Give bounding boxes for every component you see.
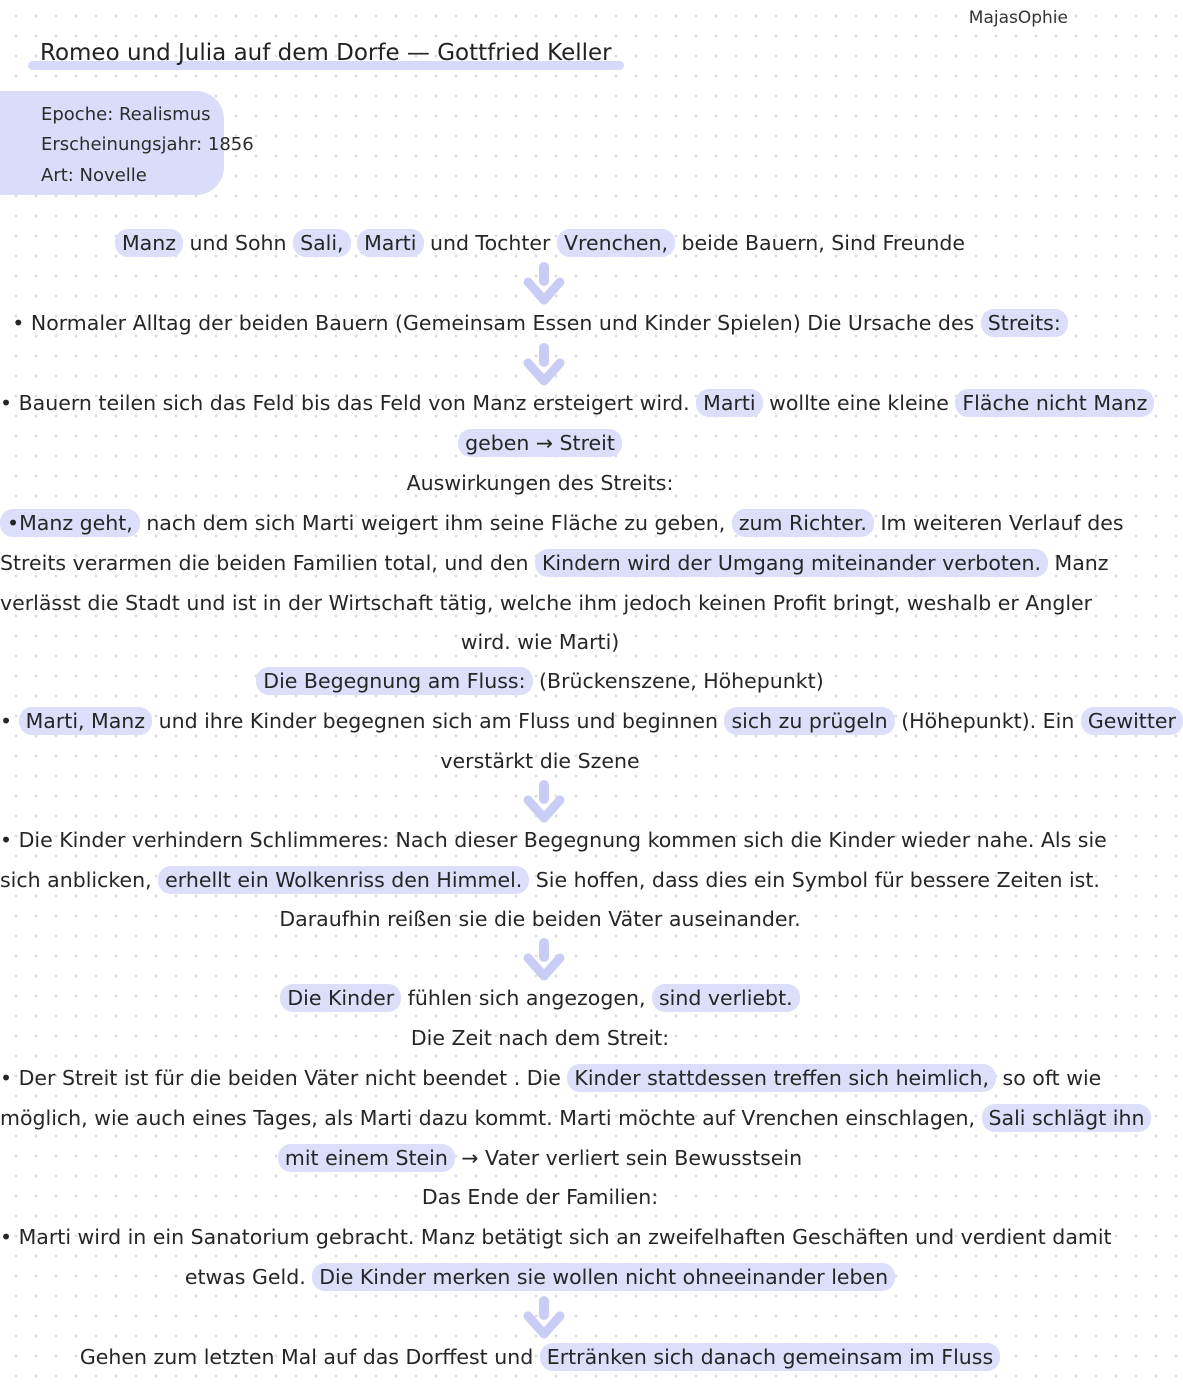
hl-manz-geht: •Manz geht,	[0, 509, 140, 537]
feld-line-1	[0, 391, 1148, 415]
text: Manz	[1048, 551, 1109, 575]
feld-line-2	[0, 433, 1080, 454]
ende-heading: Das Ende der Familien:	[421, 1185, 659, 1209]
author-signature: MajasOphie	[968, 8, 1068, 28]
hl-vrenchen: Vrenchen,	[557, 229, 675, 257]
hl-wolkenriss: erhellt ein Wolkenriss den Himmel.	[158, 866, 529, 894]
verliebt-line	[0, 988, 1080, 1009]
auswirkungen-line-3: verlässt die Stadt und ist in der Wirtschaft tätig, welche ihm jedoch keinen Profit bringt, weshalb er Angler	[0, 591, 1093, 615]
zeit-line-1	[0, 1066, 1102, 1090]
ende-line-2	[0, 1267, 1080, 1288]
hl-flaeche: Fläche nicht Manz	[955, 389, 1154, 417]
arrow-down-icon	[524, 1296, 564, 1336]
title-block	[28, 40, 624, 72]
hl-manz: Manz	[115, 229, 183, 257]
text: • Bauern teilen sich das Feld bis das Feld von Manz ersteigert wird.	[0, 391, 697, 415]
text: sich anblicken,	[0, 868, 159, 892]
kinder-line-1: • Die Kinder verhindern Schlimmeres: Nach dieser Begegnung kommen sich die Kinder wieder nahe. Als sie	[0, 828, 1107, 852]
text: wollte eine kleine	[762, 391, 956, 415]
hl-pruegeln: sich zu prügeln	[724, 707, 894, 735]
zeit-line-2	[0, 1106, 1145, 1130]
auswirkungen-heading: Auswirkungen des Streits:	[406, 471, 674, 495]
text: möglich, wie auch eines Tages, als Marti dazu kommt. Marti möchte auf Vrenchen einschlagen,	[0, 1106, 982, 1130]
intro-line	[0, 233, 1080, 254]
hl-verliebt: sind verliebt.	[652, 984, 800, 1012]
hl-begegnung: Die Begegnung am Fluss:	[256, 667, 532, 695]
text: • Der Streit ist für die beiden Väter nicht beendet . Die	[0, 1066, 568, 1090]
final-line	[0, 1347, 1080, 1368]
hl-marti: Marti	[696, 389, 762, 417]
hl-stein: mit einem Stein	[278, 1144, 455, 1172]
text: Gehen zum letzten Mal auf das Dorffest und	[79, 1345, 540, 1369]
arrow-down-icon	[524, 780, 564, 820]
text: und Sohn	[182, 231, 294, 255]
zeit-line-3	[0, 1148, 1080, 1169]
hl-marti: Marti	[357, 229, 423, 257]
hl-die-kinder: Die Kinder	[280, 984, 401, 1012]
text: nach dem sich Marti weigert ihm seine Fläche zu geben,	[139, 511, 732, 535]
hl-ertraenken: Ertränken sich danach gemeinsam im Fluss	[540, 1343, 1000, 1371]
auswirkungen-line-2	[0, 551, 1109, 575]
begegnung-line-2: verstärkt die Szene	[440, 749, 640, 773]
meta-epoch: Epoche: Realismus	[41, 104, 211, 125]
begegnung-heading	[0, 671, 1080, 692]
text: (Brückenszene, Höhepunkt)	[532, 669, 824, 693]
hl-streits: Streits:	[981, 309, 1068, 337]
hl-ohneeinander: Die Kinder merken sie wollen nicht ohneeinander leben	[312, 1263, 895, 1291]
text: beide Bauern, Sind Freunde	[674, 231, 966, 255]
kinder-line-2	[0, 868, 1100, 892]
meta-type: Art: Novelle	[41, 165, 147, 186]
text: • Normaler Alltag der beiden Bauern (Gemeinsam Essen und Kinder Spielen) Die Ursache des	[12, 311, 981, 335]
arrow-down-icon	[524, 343, 564, 383]
alltag-line	[0, 313, 1080, 334]
text: etwas Geld.	[184, 1265, 313, 1289]
arrow-down-icon	[524, 938, 564, 978]
text: und Tochter	[423, 231, 557, 255]
hl-sali-schlaegt: Sali schlägt ihn	[982, 1104, 1152, 1132]
begegnung-line-1	[0, 709, 1176, 733]
text: so oft wie	[996, 1066, 1102, 1090]
text: Sie hoffen, dass dies ein Symbol für bessere Zeiten ist.	[529, 868, 1100, 892]
meta-year: Erscheinungsjahr: 1856	[41, 134, 254, 155]
hl-geben-streit: geben → Streit	[458, 429, 622, 457]
hl-sali: Sali,	[293, 229, 350, 257]
hl-marti-manz: Marti, Manz	[19, 707, 152, 735]
hl-gewitter: Gewitter	[1081, 707, 1183, 735]
zeit-heading: Die Zeit nach dem Streit:	[410, 1026, 670, 1050]
hl-heimlich: Kinder stattdessen treffen sich heimlich,	[567, 1064, 996, 1092]
text: Streits verarmen die beiden Familien total, und den	[0, 551, 535, 575]
arrow-down-icon	[524, 262, 564, 302]
hl-umgang: Kindern wird der Umgang miteinander verboten.	[535, 549, 1048, 577]
auswirkungen-line-4: wird. wie Marti)	[460, 630, 620, 654]
text: (Höhepunkt). Ein	[894, 709, 1081, 733]
kinder-line-3: Daraufhin reißen sie die beiden Väter auseinander.	[279, 907, 801, 931]
text: Im weiteren Verlauf des	[873, 511, 1124, 535]
page-title: Romeo und Julia auf dem Dorfe — Gottfried Keller	[40, 40, 612, 66]
text: •	[0, 709, 19, 733]
text: fühlen sich angezogen,	[401, 986, 652, 1010]
text: → Vater verliert sein Bewusstsein	[454, 1146, 803, 1170]
ende-line-1: • Marti wird in ein Sanatorium gebracht. Manz betätigt sich an zweifelhaften Geschäften und verdient damit	[0, 1225, 1112, 1249]
hl-richter: zum Richter.	[732, 509, 874, 537]
text: und ihre Kinder begegnen sich am Fluss und beginnen	[152, 709, 725, 733]
auswirkungen-line-1	[0, 511, 1124, 535]
